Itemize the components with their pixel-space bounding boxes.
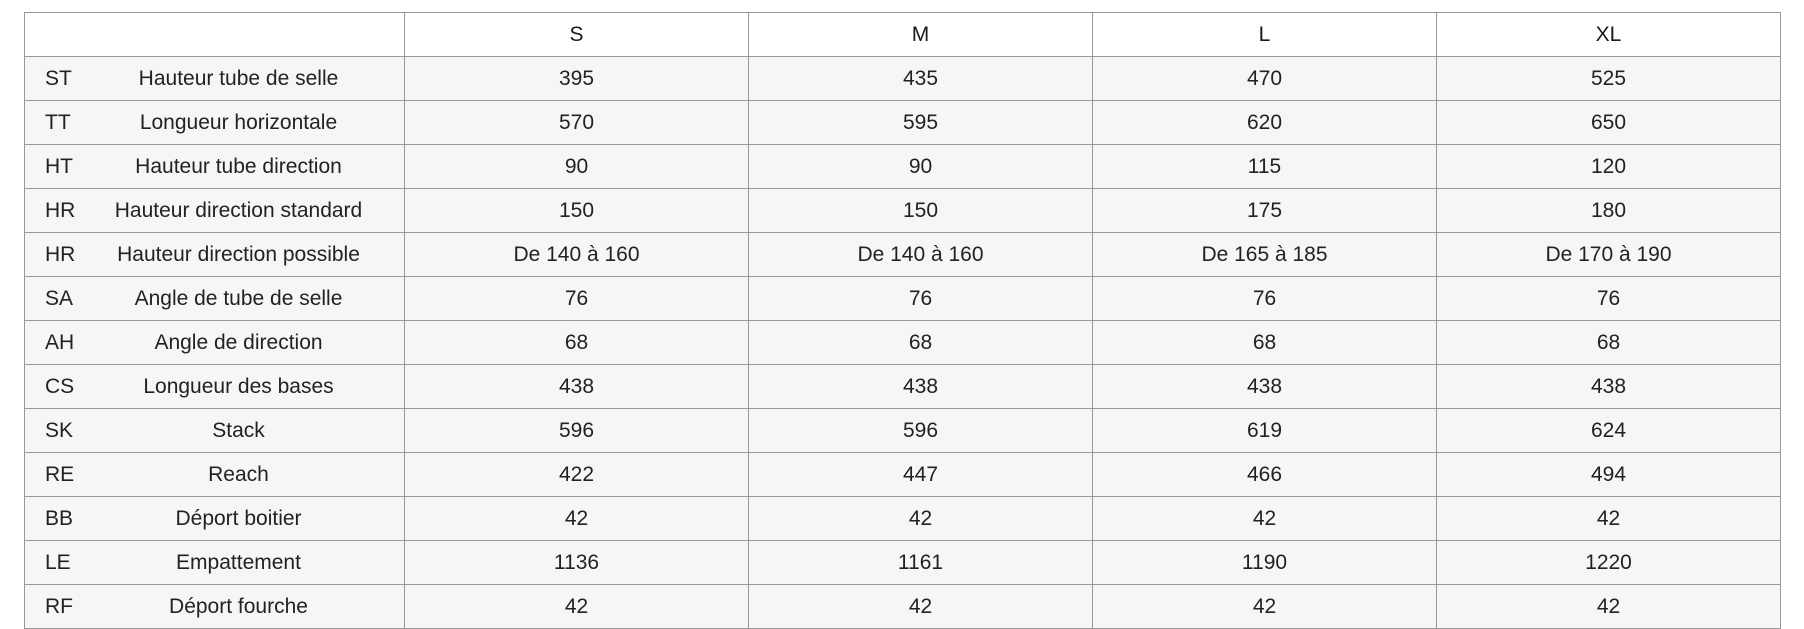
- row-abbr: HR: [45, 242, 76, 266]
- cell-value: 438: [405, 365, 749, 409]
- table-row: [25, 57, 1781, 101]
- table-row: [25, 189, 1781, 233]
- cell-value: 624: [1437, 409, 1781, 453]
- cell-value: 619: [1093, 409, 1437, 453]
- cell-value: 175: [1093, 189, 1437, 233]
- row-abbr: SA: [45, 286, 74, 310]
- table-row: [25, 145, 1781, 189]
- column-header-xl: XL: [1437, 13, 1781, 57]
- column-header-s: S: [405, 13, 749, 57]
- table-body: [25, 57, 1781, 629]
- row-abbr: SK: [45, 418, 74, 442]
- cell-value: 620: [1093, 101, 1437, 145]
- cell-value: 42: [1437, 585, 1781, 629]
- row-abbr: AH: [45, 330, 75, 354]
- cell-value: 76: [405, 277, 749, 321]
- row-description: Stack: [212, 418, 265, 442]
- row-description: Hauteur tube direction: [135, 154, 342, 178]
- row-label-cell: [25, 585, 405, 629]
- table-row: [25, 233, 1781, 277]
- table-row: [25, 277, 1781, 321]
- row-abbr: ST: [45, 66, 72, 90]
- cell-value: 435: [749, 57, 1093, 101]
- cell-value: 42: [749, 585, 1093, 629]
- table-row: [25, 365, 1781, 409]
- column-header-l: L: [1093, 13, 1437, 57]
- row-abbr: CS: [45, 374, 75, 398]
- row-label-cell: [25, 409, 405, 453]
- cell-value: 68: [1437, 321, 1781, 365]
- table-row: [25, 585, 1781, 629]
- cell-value: 1136: [405, 541, 749, 585]
- row-description: Angle de tube de selle: [134, 286, 343, 310]
- cell-value: 42: [1093, 497, 1437, 541]
- cell-value: 650: [1437, 101, 1781, 145]
- cell-value: 180: [1437, 189, 1781, 233]
- cell-value: De 170 à 190: [1437, 233, 1781, 277]
- cell-value: 470: [1093, 57, 1437, 101]
- table-row: [25, 409, 1781, 453]
- cell-value: 42: [405, 585, 749, 629]
- row-abbr: HT: [45, 154, 73, 178]
- row-description: Hauteur direction possible: [117, 242, 360, 266]
- row-description: Angle de direction: [154, 330, 323, 354]
- header-row: [25, 13, 1781, 57]
- cell-value: 90: [405, 145, 749, 189]
- table-row: [25, 497, 1781, 541]
- cell-value: 150: [749, 189, 1093, 233]
- cell-value: 422: [405, 453, 749, 497]
- cell-value: 115: [1093, 145, 1437, 189]
- table-row: [25, 101, 1781, 145]
- table-row: [25, 453, 1781, 497]
- row-label-cell: [25, 189, 405, 233]
- cell-value: 150: [405, 189, 749, 233]
- cell-value: 596: [405, 409, 749, 453]
- cell-value: 438: [1437, 365, 1781, 409]
- cell-value: De 140 à 160: [405, 233, 749, 277]
- row-abbr: RE: [45, 462, 75, 486]
- cell-value: 42: [405, 497, 749, 541]
- cell-value: 76: [1437, 277, 1781, 321]
- column-header-m: M: [749, 13, 1093, 57]
- geometry-table: [24, 12, 1781, 629]
- cell-value: De 140 à 160: [749, 233, 1093, 277]
- cell-value: 447: [749, 453, 1093, 497]
- row-label-cell: [25, 541, 405, 585]
- cell-value: 42: [749, 497, 1093, 541]
- table-header: [25, 13, 1781, 57]
- cell-value: 120: [1437, 145, 1781, 189]
- row-description: Hauteur tube de selle: [138, 66, 339, 90]
- cell-value: 438: [1093, 365, 1437, 409]
- cell-value: 68: [405, 321, 749, 365]
- row-label-cell: [25, 101, 405, 145]
- cell-value: 438: [749, 365, 1093, 409]
- cell-value: 395: [405, 57, 749, 101]
- row-label-cell: [25, 321, 405, 365]
- row-description: Reach: [208, 462, 269, 486]
- row-label-cell: [25, 57, 405, 101]
- cell-value: 76: [1093, 277, 1437, 321]
- cell-value: 76: [749, 277, 1093, 321]
- row-description: Hauteur direction standard: [114, 198, 363, 222]
- row-description: Empattement: [176, 550, 301, 574]
- table-row: [25, 541, 1781, 585]
- row-abbr: LE: [45, 550, 71, 574]
- cell-value: 595: [749, 101, 1093, 145]
- cell-value: 1161: [749, 541, 1093, 585]
- row-label-cell: [25, 453, 405, 497]
- row-abbr: RF: [45, 594, 73, 618]
- row-description: Déport fourche: [169, 594, 308, 618]
- cell-value: 42: [1437, 497, 1781, 541]
- table-row: [25, 321, 1781, 365]
- row-abbr: BB: [45, 506, 74, 530]
- cell-value: 90: [749, 145, 1093, 189]
- cell-value: 42: [1093, 585, 1437, 629]
- row-label-cell: [25, 145, 405, 189]
- cell-value: 494: [1437, 453, 1781, 497]
- row-description: Longueur horizontale: [139, 110, 338, 134]
- row-label-cell: [25, 497, 405, 541]
- row-label-cell: [25, 365, 405, 409]
- cell-value: 1220: [1437, 541, 1781, 585]
- cell-value: 68: [749, 321, 1093, 365]
- cell-value: 596: [749, 409, 1093, 453]
- cell-value: 525: [1437, 57, 1781, 101]
- cell-value: 570: [405, 101, 749, 145]
- cell-value: 1190: [1093, 541, 1437, 585]
- row-description: Longueur des bases: [143, 374, 334, 398]
- row-description: Déport boitier: [175, 506, 302, 530]
- row-label-cell: [25, 233, 405, 277]
- table-corner-cell: [25, 13, 405, 57]
- row-abbr: TT: [45, 110, 71, 134]
- cell-value: 466: [1093, 453, 1437, 497]
- row-label-cell: [25, 277, 405, 321]
- cell-value: De 165 à 185: [1093, 233, 1437, 277]
- cell-value: 68: [1093, 321, 1437, 365]
- row-abbr: HR: [45, 198, 76, 222]
